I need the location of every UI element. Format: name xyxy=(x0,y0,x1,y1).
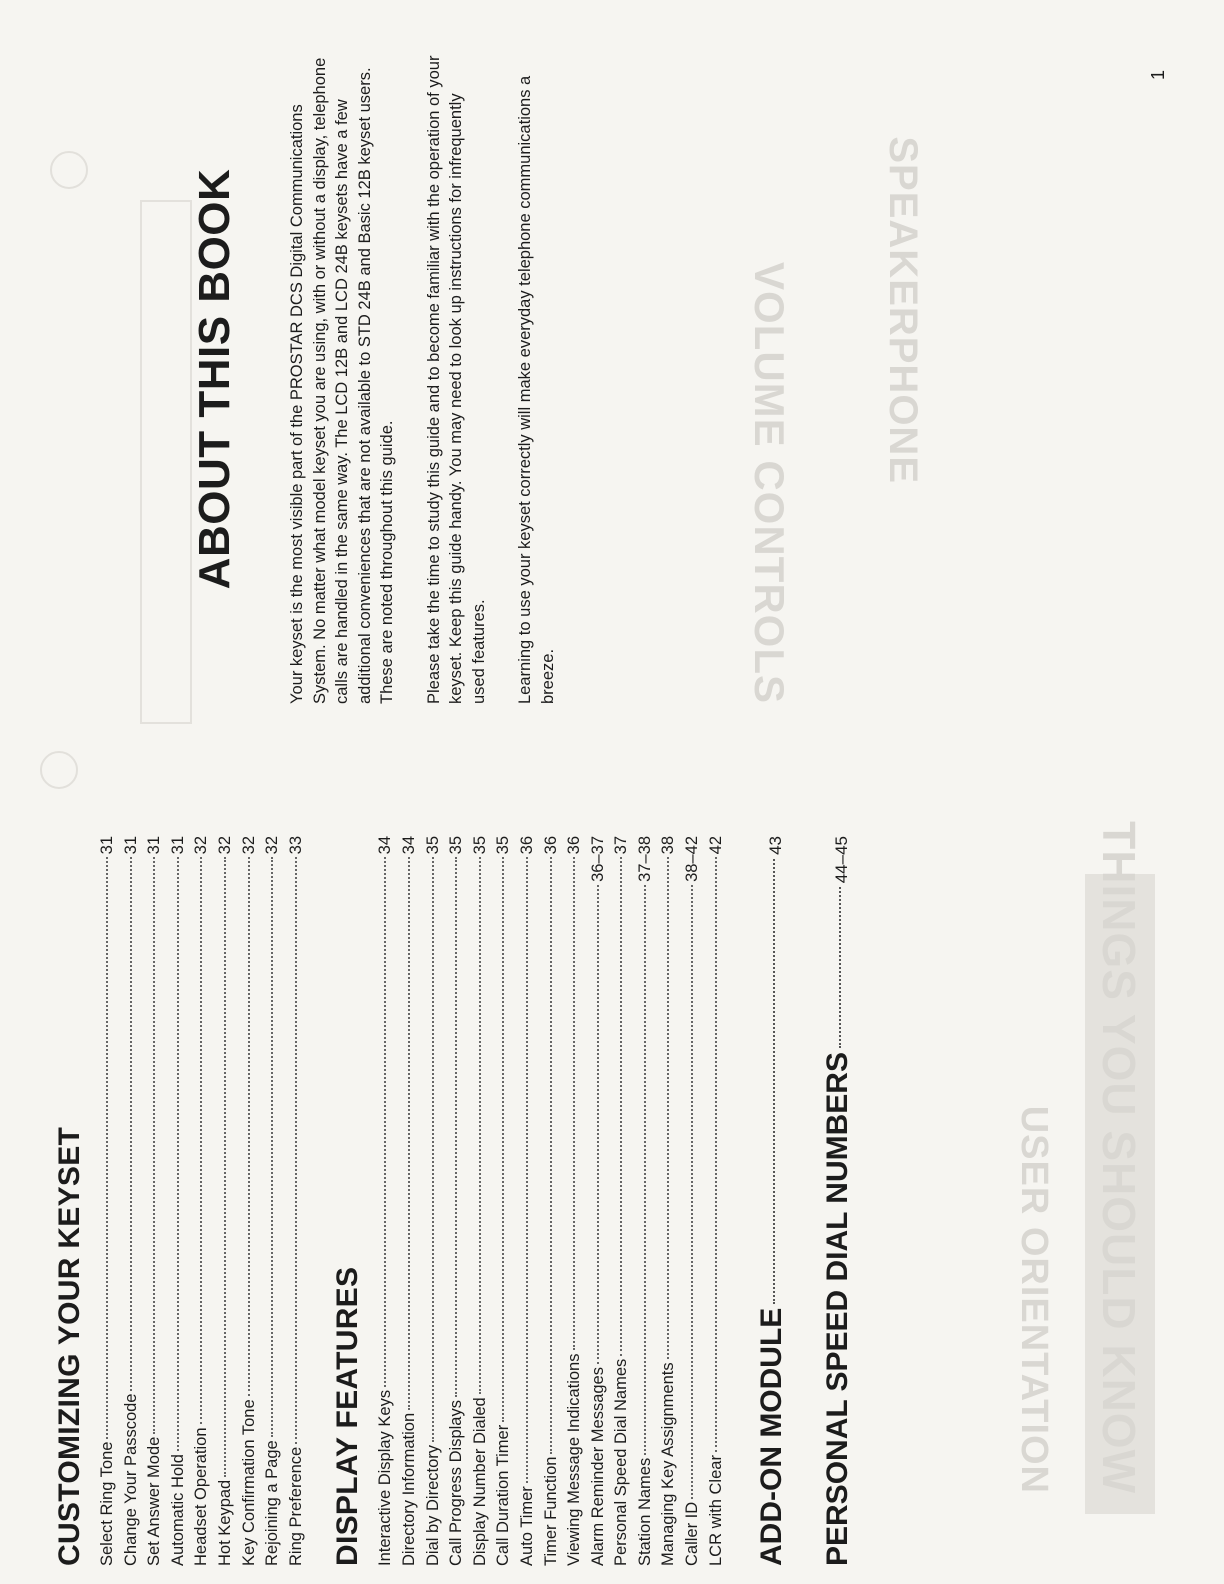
page-ref: 35 xyxy=(447,836,466,855)
entry-label: Station Names xyxy=(635,1457,654,1566)
page-ref: 36 xyxy=(541,836,560,855)
dot-leader xyxy=(200,857,202,1424)
toc-entry[interactable] xyxy=(540,836,564,1566)
page-ref: 32 xyxy=(263,836,282,855)
bleed-through-text: VOLUME CONTROLS xyxy=(746,262,793,704)
punch-hole xyxy=(50,151,88,189)
toc-entry[interactable] xyxy=(96,836,120,1566)
toc-section xyxy=(52,786,308,1566)
entry-label: Set Answer Mode xyxy=(145,1436,164,1566)
toc-entry[interactable] xyxy=(705,836,729,1566)
dot-leader xyxy=(479,857,481,1394)
toc-entry[interactable] xyxy=(190,836,214,1566)
dot-leader xyxy=(526,857,528,1483)
toc-entry[interactable] xyxy=(587,836,611,1566)
dot-leader xyxy=(455,857,457,1397)
entry-label: Call Duration Timer xyxy=(494,1424,513,1566)
bleed-through-text: THINGS YOU SHOULD KNOW xyxy=(1093,821,1145,1494)
section-heading: CUSTOMIZING YOUR KEYSET xyxy=(53,1126,86,1566)
page-ref: 43 xyxy=(766,836,786,855)
bleed-through-text: SPEAKERPHONE xyxy=(881,136,925,484)
entry-label: Timer Function xyxy=(541,1456,560,1566)
entry-label: Rejoining a Page xyxy=(263,1440,282,1566)
page-ref: 32 xyxy=(215,836,234,855)
page-ref: 37–38 xyxy=(635,836,654,882)
toc-entry[interactable] xyxy=(374,836,398,1566)
dot-leader xyxy=(573,857,575,1350)
section-heading: ADD-ON MODULE xyxy=(755,1307,789,1566)
page-ref: 34 xyxy=(399,836,418,855)
dot-leader xyxy=(106,857,108,1438)
page-ref: 31 xyxy=(145,836,164,855)
toc-entry[interactable] xyxy=(238,836,262,1566)
entry-label: Directory Information xyxy=(399,1412,418,1566)
toc-entry[interactable] xyxy=(143,836,167,1566)
toc-entry[interactable] xyxy=(422,836,446,1566)
page-ref: 31 xyxy=(168,836,187,855)
toc-entry[interactable] xyxy=(516,836,540,1566)
toc-section xyxy=(330,786,728,1566)
entry-label: Auto Timer xyxy=(517,1486,536,1566)
page-ref: 35 xyxy=(470,836,489,855)
dot-leader xyxy=(408,857,410,1410)
toc-entry[interactable] xyxy=(445,836,469,1566)
dot-leader xyxy=(502,857,504,1421)
dot-leader xyxy=(620,857,622,1355)
toc-entry[interactable] xyxy=(492,836,516,1566)
toc-entry[interactable] xyxy=(214,836,238,1566)
dot-leader xyxy=(644,885,646,1455)
entry-label: Headset Operation xyxy=(192,1427,211,1566)
toc-entry[interactable] xyxy=(285,836,309,1566)
entry-label: Select Ring Tone xyxy=(98,1441,116,1566)
paragraph: Your keyset is the most visible part of the PROSTAR DCS Digital Communications System. No matter what model keyset you are using, with or without a display, telephone calls are handled in the same way. The LCD 12B and LCD 24B keysets have a few additional conveniences that are not available to STD 24B and Basic 12B keyset users. These are noted throughout this guide. xyxy=(288,57,396,704)
page-number: 1 xyxy=(1148,70,1168,81)
dot-leader xyxy=(295,857,297,1443)
toc-entry[interactable] xyxy=(657,836,681,1566)
entry-label: Automatic Hold xyxy=(168,1454,187,1566)
toc-entry[interactable] xyxy=(167,836,191,1566)
dot-leader xyxy=(667,857,669,1359)
entry-label: LCR with Clear xyxy=(706,1455,725,1566)
entry-label: Managing Key Assignments xyxy=(659,1362,678,1566)
page-ref: 37 xyxy=(612,836,631,855)
page-ref: 42 xyxy=(706,836,725,855)
page-ref: 34 xyxy=(376,836,395,855)
dot-leader xyxy=(130,857,132,1390)
toc-entry-speed-dial[interactable] xyxy=(820,836,860,1566)
page-ref: 35 xyxy=(423,836,442,855)
entry-label: Personal Speed Dial Names xyxy=(612,1358,631,1566)
toc-entry[interactable] xyxy=(120,836,144,1566)
page-ref: 36 xyxy=(517,836,536,855)
entry-label: Hot Keypad xyxy=(215,1479,234,1566)
paragraph: Learning to use your keyset correctly will make everyday telephone communications a breeze. xyxy=(516,75,557,704)
page-ref: 36 xyxy=(565,836,584,855)
bleed-through-text: USER ORIENTATION xyxy=(1013,1105,1055,1494)
dot-leader xyxy=(271,857,273,1437)
entry-label: Change Your Passcode xyxy=(121,1393,140,1566)
dot-leader xyxy=(153,857,155,1433)
toc-entry[interactable] xyxy=(610,836,634,1566)
dot-leader xyxy=(248,857,250,1396)
dot-leader xyxy=(839,887,841,1048)
entry-label: Alarm Reminder Messages xyxy=(588,1367,607,1566)
toc-entry[interactable] xyxy=(469,836,493,1566)
page-ref: 32 xyxy=(192,836,211,855)
entry-label: Caller ID xyxy=(683,1501,702,1566)
punch-hole xyxy=(40,751,78,789)
toc-entry[interactable] xyxy=(261,836,285,1566)
page-ref: 35 xyxy=(494,836,513,855)
entry-label: Call Progress Displays xyxy=(447,1400,466,1566)
dot-leader xyxy=(691,885,693,1499)
dot-leader xyxy=(773,859,775,1304)
dot-leader xyxy=(177,857,179,1451)
dot-leader xyxy=(432,857,434,1442)
section-heading: DISPLAY FEATURES xyxy=(331,1266,365,1566)
page-ref: 38 xyxy=(659,836,678,855)
page-title: ABOUT THIS BOOK xyxy=(190,168,239,590)
toc-entry[interactable] xyxy=(681,836,705,1566)
entry-label: Ring Preference xyxy=(286,1446,305,1566)
page-ref: 36–37 xyxy=(588,836,607,882)
dot-leader xyxy=(715,857,717,1452)
about-this-book xyxy=(190,54,583,704)
paragraph: Please take the time to study this guide and to become familiar with the operation of your keyset. Keep this guide handy. You may need to look up instructions for infrequently used features. xyxy=(424,55,488,704)
dot-leader xyxy=(550,857,552,1453)
toc-entry[interactable] xyxy=(398,836,422,1566)
entry-label: Key Confirmation Tone xyxy=(239,1399,258,1566)
page-ref: 32 xyxy=(239,836,258,855)
page-ref: 31 xyxy=(121,836,140,855)
page-ref: 33 xyxy=(286,836,305,855)
toc-entry[interactable] xyxy=(634,836,658,1566)
page-ref: 38–42 xyxy=(683,836,702,882)
entry-label: Viewing Message Indications xyxy=(565,1353,584,1566)
dot-leader xyxy=(384,857,386,1387)
page-ref: 44–45 xyxy=(832,836,852,884)
section-heading: PERSONAL SPEED DIAL NUMBERS xyxy=(821,1052,855,1566)
bleed-through-frame xyxy=(140,200,192,724)
table-of-contents xyxy=(52,786,860,1566)
page-ref: 31 xyxy=(98,836,116,855)
entry-label: Display Number Dialed xyxy=(470,1397,489,1566)
dot-leader xyxy=(597,885,599,1364)
entry-label: Dial by Directory xyxy=(423,1444,442,1566)
dot-leader xyxy=(224,857,226,1476)
toc-entry-addon-module[interactable] xyxy=(754,836,794,1566)
toc-entry[interactable] xyxy=(563,836,587,1566)
entry-label: Interactive Display Keys xyxy=(376,1389,395,1566)
